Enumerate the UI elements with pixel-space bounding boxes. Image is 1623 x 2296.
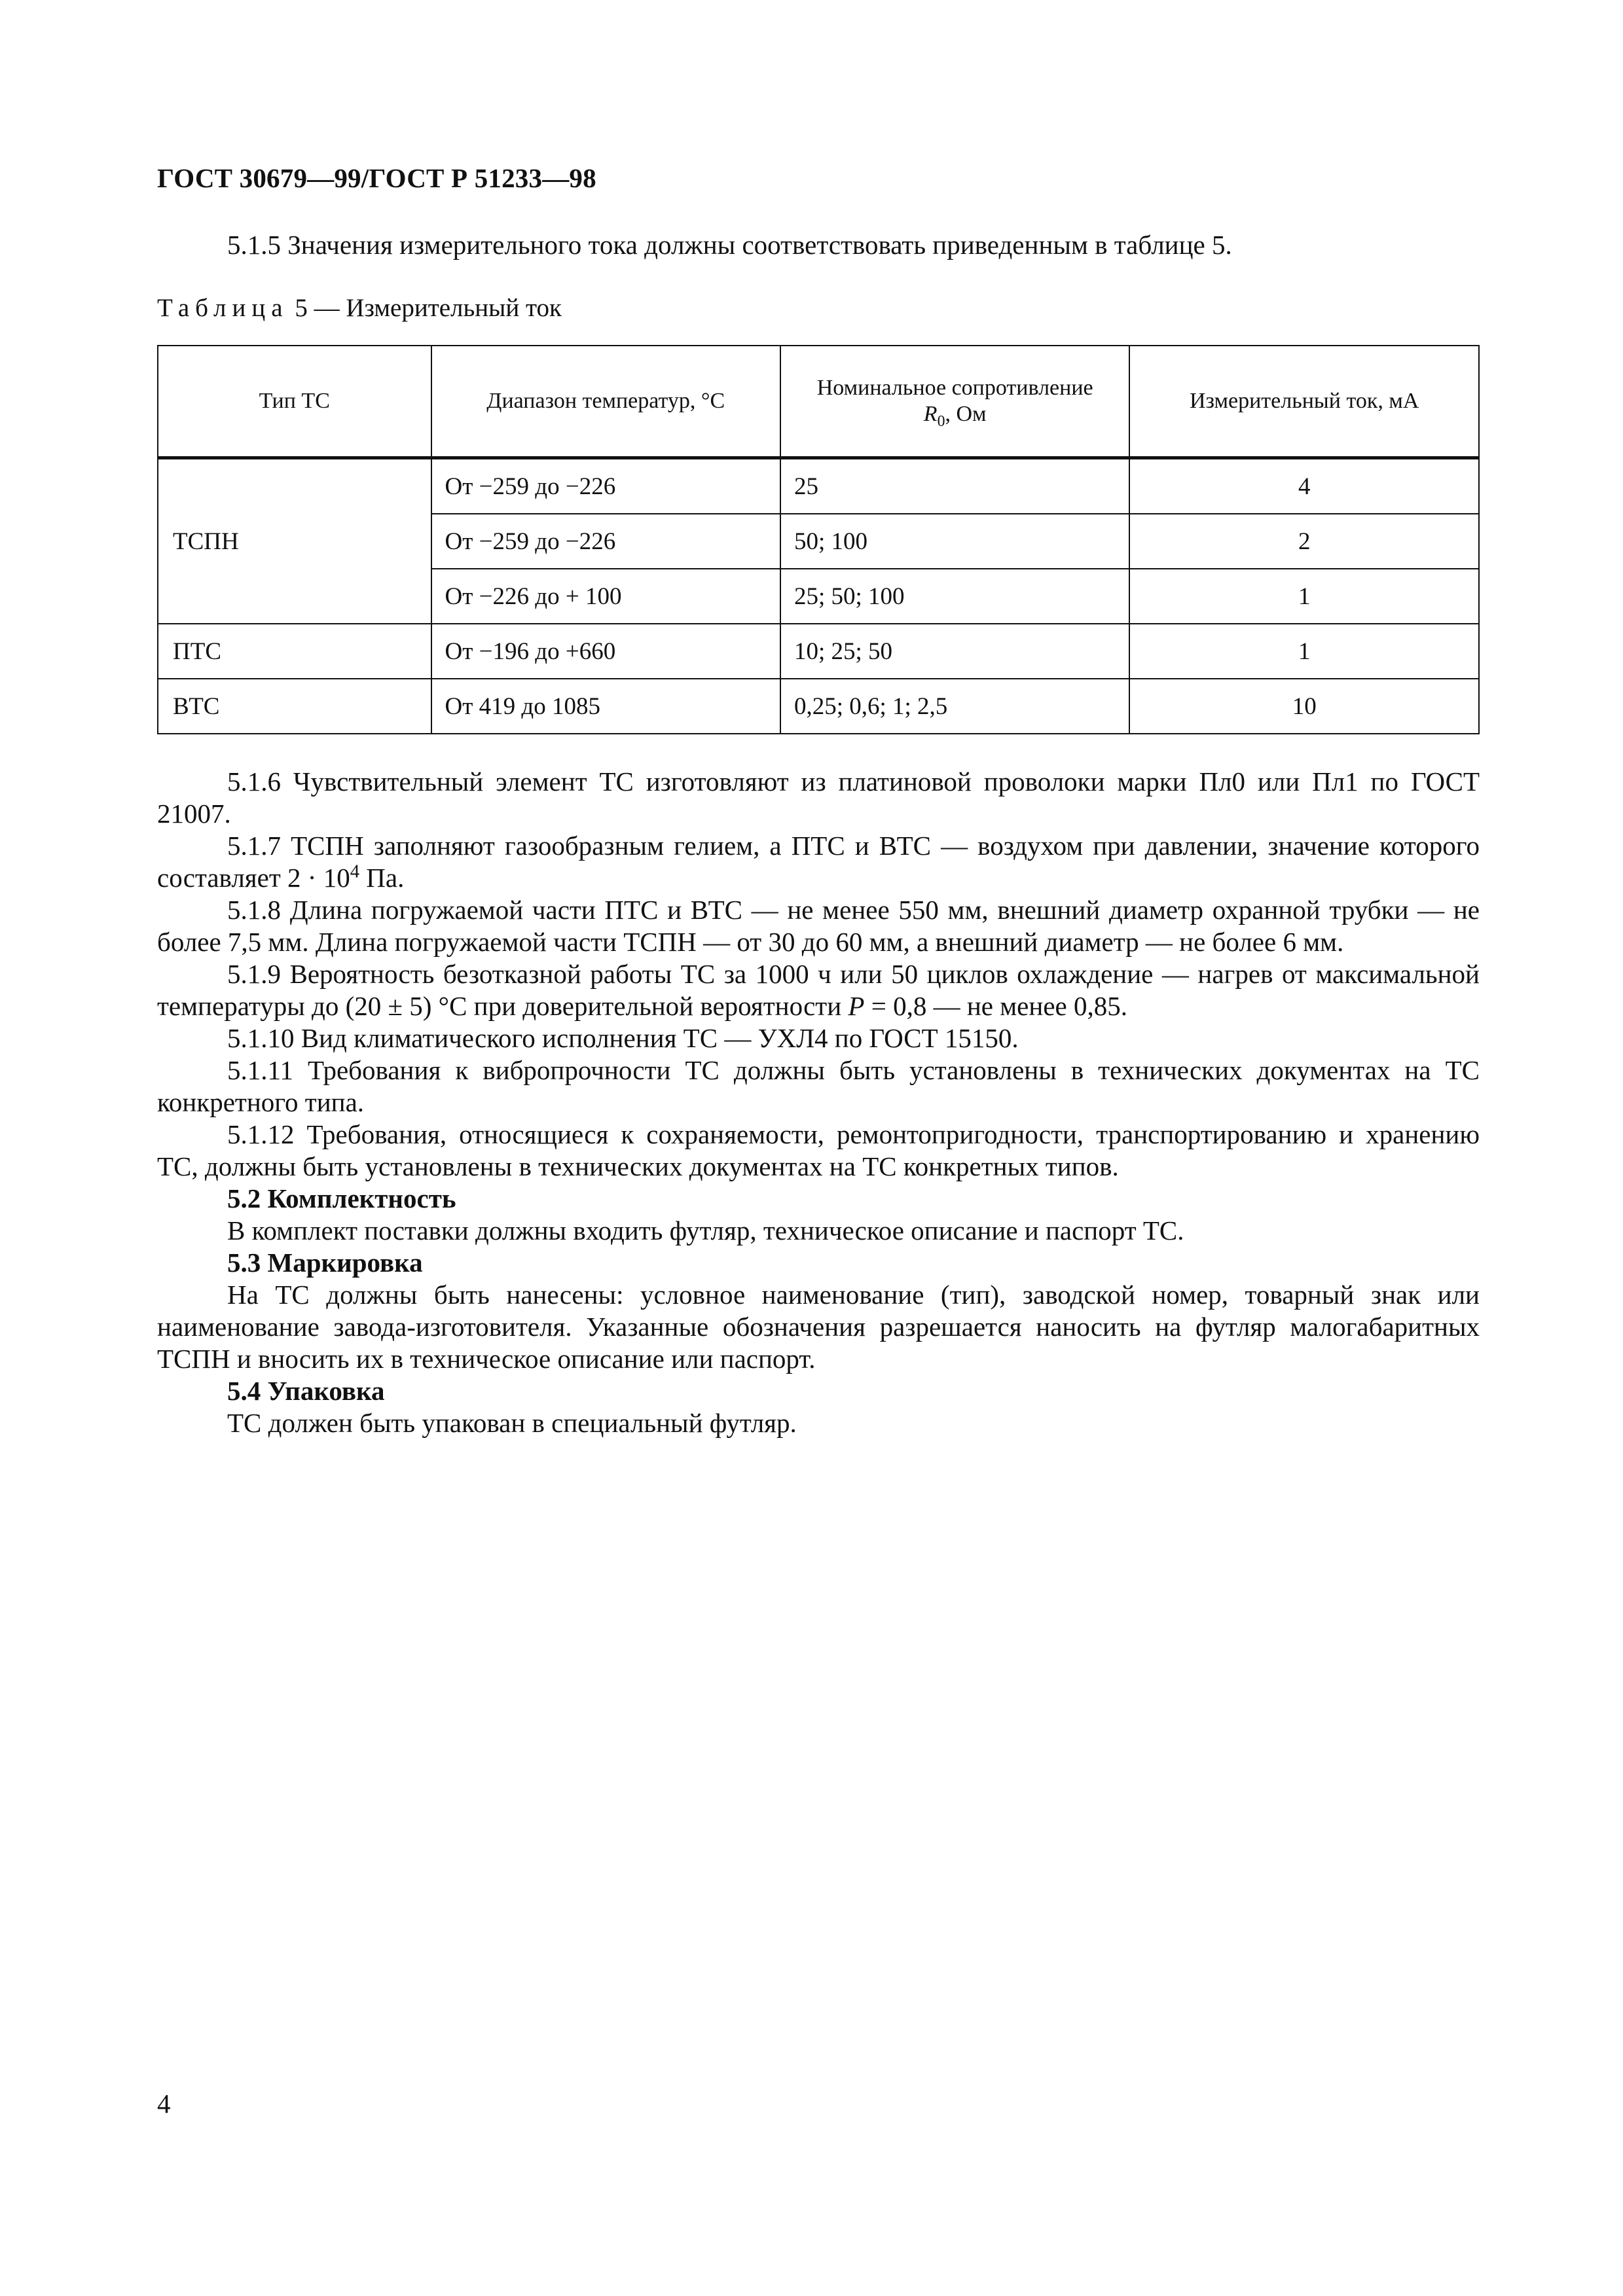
- header-nominal-resistance: [780, 346, 1130, 458]
- cell-current: 10: [1129, 679, 1479, 734]
- body-text: [157, 766, 1480, 1439]
- section-heading-5-2: 5.2 Комплектность: [227, 1183, 456, 1213]
- page-number: 4: [157, 2089, 171, 2119]
- table-row: [158, 624, 1479, 679]
- section-text-5-2: В комплект поставки должны входить футляр, техническое описание и паспорт ТС.: [227, 1215, 1184, 1246]
- cell-type-tspn: ТСПН: [158, 458, 431, 624]
- cell-current: 4: [1129, 458, 1479, 514]
- paragraph-5-1-12: 5.1.12 Требования, относящиеся к сохраняемости, ремонтопригодности, транспортированию и хранению ТС, должны быть установлены в технических документах на ТС конкретных типов.: [157, 1119, 1480, 1181]
- paragraph-5-1-6: 5.1.6 Чувствительный элемент ТС изготовляют из платиновой проволоки марки Пл0 или Пл1 по ГОСТ 21007.: [157, 766, 1480, 829]
- paragraph-5-1-5: 5.1.5 Значения измерительного тока должны соответствовать приведенным в таблице 5.: [227, 230, 1232, 260]
- header-temperature-range: Диапазон температур, °С: [431, 346, 780, 458]
- cell-resistance: 50; 100: [780, 514, 1130, 569]
- cell-resistance: 25; 50; 100: [780, 569, 1130, 624]
- paragraph-5-1-7-exponent: 4: [350, 861, 360, 882]
- cell-range: От −226 до + 100: [431, 569, 780, 624]
- cell-resistance: 10; 25; 50: [780, 624, 1130, 679]
- cell-range: От −259 до −226: [431, 458, 780, 514]
- table-row: [158, 458, 1479, 514]
- cell-resistance: 0,25; 0,6; 1; 2,5: [780, 679, 1130, 734]
- cell-range: От 419 до 1085: [431, 679, 780, 734]
- cell-current: 2: [1129, 514, 1479, 569]
- cell-range: От −259 до −226: [431, 514, 780, 569]
- table-caption-label: Таблица: [157, 294, 289, 322]
- paragraph-5-1-9-variable: P: [848, 991, 865, 1021]
- table-row: [158, 679, 1479, 734]
- header-resistance-symbol: R: [923, 402, 938, 426]
- measuring-current-table: [157, 345, 1480, 734]
- header-measuring-current: Измерительный ток, мА: [1129, 346, 1479, 458]
- table-caption: [157, 293, 562, 323]
- cell-resistance: 25: [780, 458, 1130, 514]
- paragraph-5-1-7-unit: Па.: [359, 863, 405, 893]
- section-heading-5-3: 5.3 Маркировка: [227, 1247, 423, 1278]
- paragraph-5-1-9-tail: = 0,8 — не менее 0,85.: [864, 991, 1127, 1021]
- paragraph-5-1-9: [157, 958, 1480, 1022]
- paragraph-5-1-7: [157, 830, 1480, 894]
- cell-type-pts: ПТС: [158, 624, 431, 679]
- paragraph-5-1-8: 5.1.8 Длина погружаемой части ПТС и ВТС — не менее 550 мм, внешний диаметр охранной трубки — не более 7,5 мм. Длина погружаемой части ТСПН — от 30 до 60 мм, а внешний диаметр — не более 6 мм.: [157, 895, 1480, 957]
- section-text-5-4: ТС должен быть упакован в специальный футляр.: [227, 1408, 797, 1438]
- header-resistance-line1: Номинальное сопротивление: [816, 376, 1093, 400]
- table-header-row: [158, 346, 1479, 458]
- header-resistance-unit: , Ом: [945, 402, 987, 426]
- cell-range: От −196 до +660: [431, 624, 780, 679]
- paragraph-5-1-7-text: 5.1.7 ТСПН заполняют газообразным гелием, а ПТС и ВТС — воздухом при давлении, значение которого составляет 2 · 10: [157, 831, 1480, 893]
- header-type: Тип ТС: [158, 346, 431, 458]
- document-header: ГОСТ 30679—99/ГОСТ Р 51233—98: [157, 163, 596, 193]
- section-text-5-3: На ТС должны быть нанесены: условное наименование (тип), заводской номер, товарный знак или наименование завода-изготовителя. Указанные обозначения разрешается наносить на футляр малогабаритных ТСПН и вносить их в техническое описание или паспорт.: [157, 1280, 1480, 1374]
- cell-current: 1: [1129, 624, 1479, 679]
- header-resistance-sub: 0: [937, 412, 945, 430]
- table-caption-title: 5 — Измерительный ток: [295, 294, 562, 322]
- cell-type-vts: ВТС: [158, 679, 431, 734]
- section-heading-5-4: 5.4 Упаковка: [227, 1376, 385, 1406]
- paragraph-5-1-11: 5.1.11 Требования к вибропрочности ТС должны быть установлены в технических документах на ТС конкретного типа.: [157, 1055, 1480, 1117]
- cell-current: 1: [1129, 569, 1479, 624]
- paragraph-5-1-9-text: 5.1.9 Вероятность безотказной работы ТС за 1000 ч или 50 циклов охлаждение — нагрев от максимальной температуры до (20 ± 5) °С при доверительной вероятности: [157, 959, 1480, 1021]
- paragraph-5-1-10: 5.1.10 Вид климатического исполнения ТС — УХЛ4 по ГОСТ 15150.: [227, 1023, 1019, 1053]
